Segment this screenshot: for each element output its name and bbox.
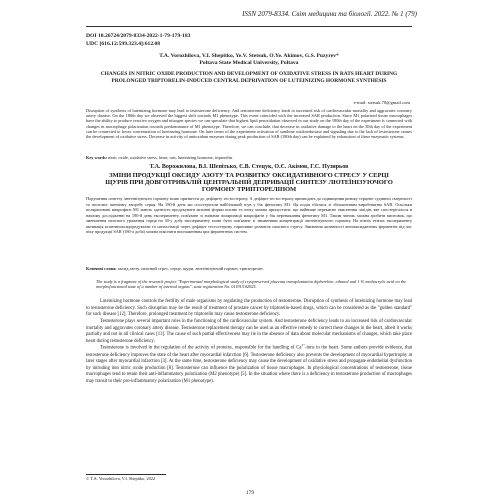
authors-ukrainian: Т.А. Ворожилова, В.І. Шепітько, Є.В. Стецук, О.Є. Акімов, Г.С. Пузирьов — [149, 164, 349, 170]
keywords-english — [86, 155, 412, 160]
abstract-ukrainian: Порушення синтезу лютеїнізуючого гормону може призвести до дефіциту тестостерону. А дефіцит тестостерону призводить до підвищення ризику серцево-судинної смертності та посилює ішемічну хворобу серця. На 180-й день ми спостерігали найбільший зсув у бік фенотипу М1. Ця подія збіглася зі збільшенням виробництва SAR. Оскільки поляризовані макрофаги М1 мають здатність продукувати активні форми кисню та азоту можна припустити, що найвище перекисне окиснення ліпідів, яке спостерігалося в нашому дослідженні на 180-й день експерименту, пов'язане зі змінами поляризації макрофагів у бік переважання фенотипу М1. Таким чином, можна зробити висновок, що зменшення окисного ураження серця на 30-у добу експерименту може бути пов'язане зі зниженням концентрації лютеїнізуючого гормону. На пізніх етапах експерименту активація ксантиноксидоредуктази та сигналізації через дефіцит тестостерону спричиняє розвиток окисного стресу. Зниження активності антиоксидантних ферментів під час піку продукції SAR (180-а доба) можна пояснити виснаженням цих ферментних систем. — [86, 196, 412, 234]
study-note: The study is a fragment of the research project "Experimental morphological study of cryopreserved placenta transplantation diphereline, ethanol and 1 % methacrylic acid on the morphofunctional state of a number of internal organs", state registration No. 0119U102925. — [96, 279, 406, 290]
authors-english: T.A. Vorozhilova, V.I. Shepitko, Ye.V. Stetsuk, O.Ye. Akimov, G.S. Puzyrev* — [159, 53, 339, 59]
keywords-ukrainian-list: оксид азоту, окисний стрес, серце, щури, лютеїнізуючий гормон, трипторелін. — [117, 266, 264, 271]
header-divider — [86, 26, 412, 27]
body-paragraph: Testosterone plays several important roles in the functioning of the cardiovascular system. And testosterone deficiency leads to an increased risk of cardiovascular mortality and aggravates coronary artery disease. Testosterone replacement therapy can be used as an effective remedy to correct these changes in the heart, albeit it works partially and not in all clinical cases [13]. The cause of such partial effectiveness may lie in the absence of data about molecular mechanisms of changes, which take place heart during testosterone deficiency. — [86, 318, 412, 344]
page-number: 179 — [245, 490, 255, 496]
footnote-divider — [86, 474, 166, 475]
udc-line: UDC [616.12:599.323.4]:612.08 — [86, 41, 161, 47]
superscript: 2+ — [301, 343, 305, 348]
doi-line: DOI 10.26724/2079-8334-2022-1-79-179-183 — [86, 33, 191, 39]
journal-header: ISSN 2079-8334. Світ медицини та біології. 2022. № 1 (79) — [242, 10, 417, 18]
affiliation-english: Poltava State Medical University, Poltava — [199, 60, 299, 66]
body-paragraph — [86, 345, 412, 385]
keywords-english-list: nitric oxide, oxidative stress, heart, rats, luteinizing hormone, triptorelin. — [108, 155, 234, 160]
keywords-ukrainian — [86, 266, 412, 272]
keywords-ukrainian-label: Ключові слова: — [86, 266, 117, 271]
abstract-english: Disruption of synthesis of luteinizing hormone may lead to testosterone deficiency. And testosterone deficiency leads to increased risk of cardiovascular mortality and aggravates coronary artery disease. On the 180th day we observed the biggest shift towards M1 phenotype. This event coincided with the increased SAR production. Since M1 polarized tissue macrophages have the ability to produce reactive oxygen and nitrogen species we can speculate that highest lipid peroxidation observed in our study on the 180th day of the experiment is connected with changes in macrophage polarization towards predominance of M1 phenotype. Therefore, we can conclude, that decrease in oxidative damage to the heart on the 30th day of the experiment can be connected to lower concentration of luteinizing hormone. On later terms of the experiment activation of xanthine oxidoreductase and signaling due to the lack of testosterone causes the development of oxidative stress. Decrease in activity of antioxidant enzymes during peak production of SAR (180th day) can be explained by exhaustion of these enzymatic systems. — [86, 108, 412, 140]
keywords-english-label: Key words: — [86, 155, 108, 160]
paragraph-text: -ions in the heart. Some authors provide evidence, that testosterone deficiency improves the state of the heart after myocardial infarction [6]. Testosterone deficiency also prevents the development of myocardial hypertrophy at later stages after myocardial infarction [3]. At the same time, testosterone deficiency may cause the development of oxidative stress and propagate endothelial dysfunction by intruding into nitric oxide production [8]. Testosterone can influence the polarization of tissue macrophages. In physiological concentrations of testosterone, tissue macrophages tend to retain their anti-inflammatory polarization (M2 phenotype) [5]. In the situation where there is a deficiency in testosterone production of macrophages may transit to their pro-inflammatory polarization (M1 phenotype). — [86, 345, 412, 385]
paragraph-text: Testosterone is involved in the regulation of the activity of proteins, responsible for the handling of Ca — [100, 345, 302, 351]
body-paragraph: Luteinizing hormone controls the fertility of male organisms by regulating the production of testosterone. Disruption of synthesis of luteinizing hormone may lead to testosterone deficiency. Such disruption may be the result of treatment of prostate cancer by triptorelin-based drugs, which can be considered as the "golden standard" for such disease [12]. Therefore, prolonged treatment by triptorelin may cause testosterone deficiency. — [86, 299, 412, 318]
title-ukrainian: ЗМІНИ ПРОДУКЦІЇ ОКСИДУ АЗОТУ ТА РОЗВИТКУ ОКСИДАТИВНОГО СТРЕСУ У СЕРЦІ ЩУРІВ ПРИ ДОВГОТРИВАЛІЙ ЦЕНТРАЛЬНІЙ ДЕПРИВАЦІЇ СИНТЕЗУ ЛЮТЕЇНІЗУЮЧОГО ГОРМОНУ ТРИПТОРЕЛІНОМ — [105, 172, 393, 194]
article-body — [86, 299, 412, 386]
copyright-notice: © T.A. Vorozhilova, V.I. Shepitko, 2022 — [86, 476, 156, 481]
title-english: CHANGES IN NITRIC OXIDE PRODUCTION AND DEVELOPMENT OF OXIDATIVE STRESS IN RATS HEART DURING PROLONGED TRIPTORELIN-INDUCED CENTRAL DEPRIVATION OF LUTEINIZING HORMONE SYNTHESIS — [100, 71, 398, 84]
corresponding-email: e-mail: stetsuk.78@gmail.com — [353, 100, 410, 105]
